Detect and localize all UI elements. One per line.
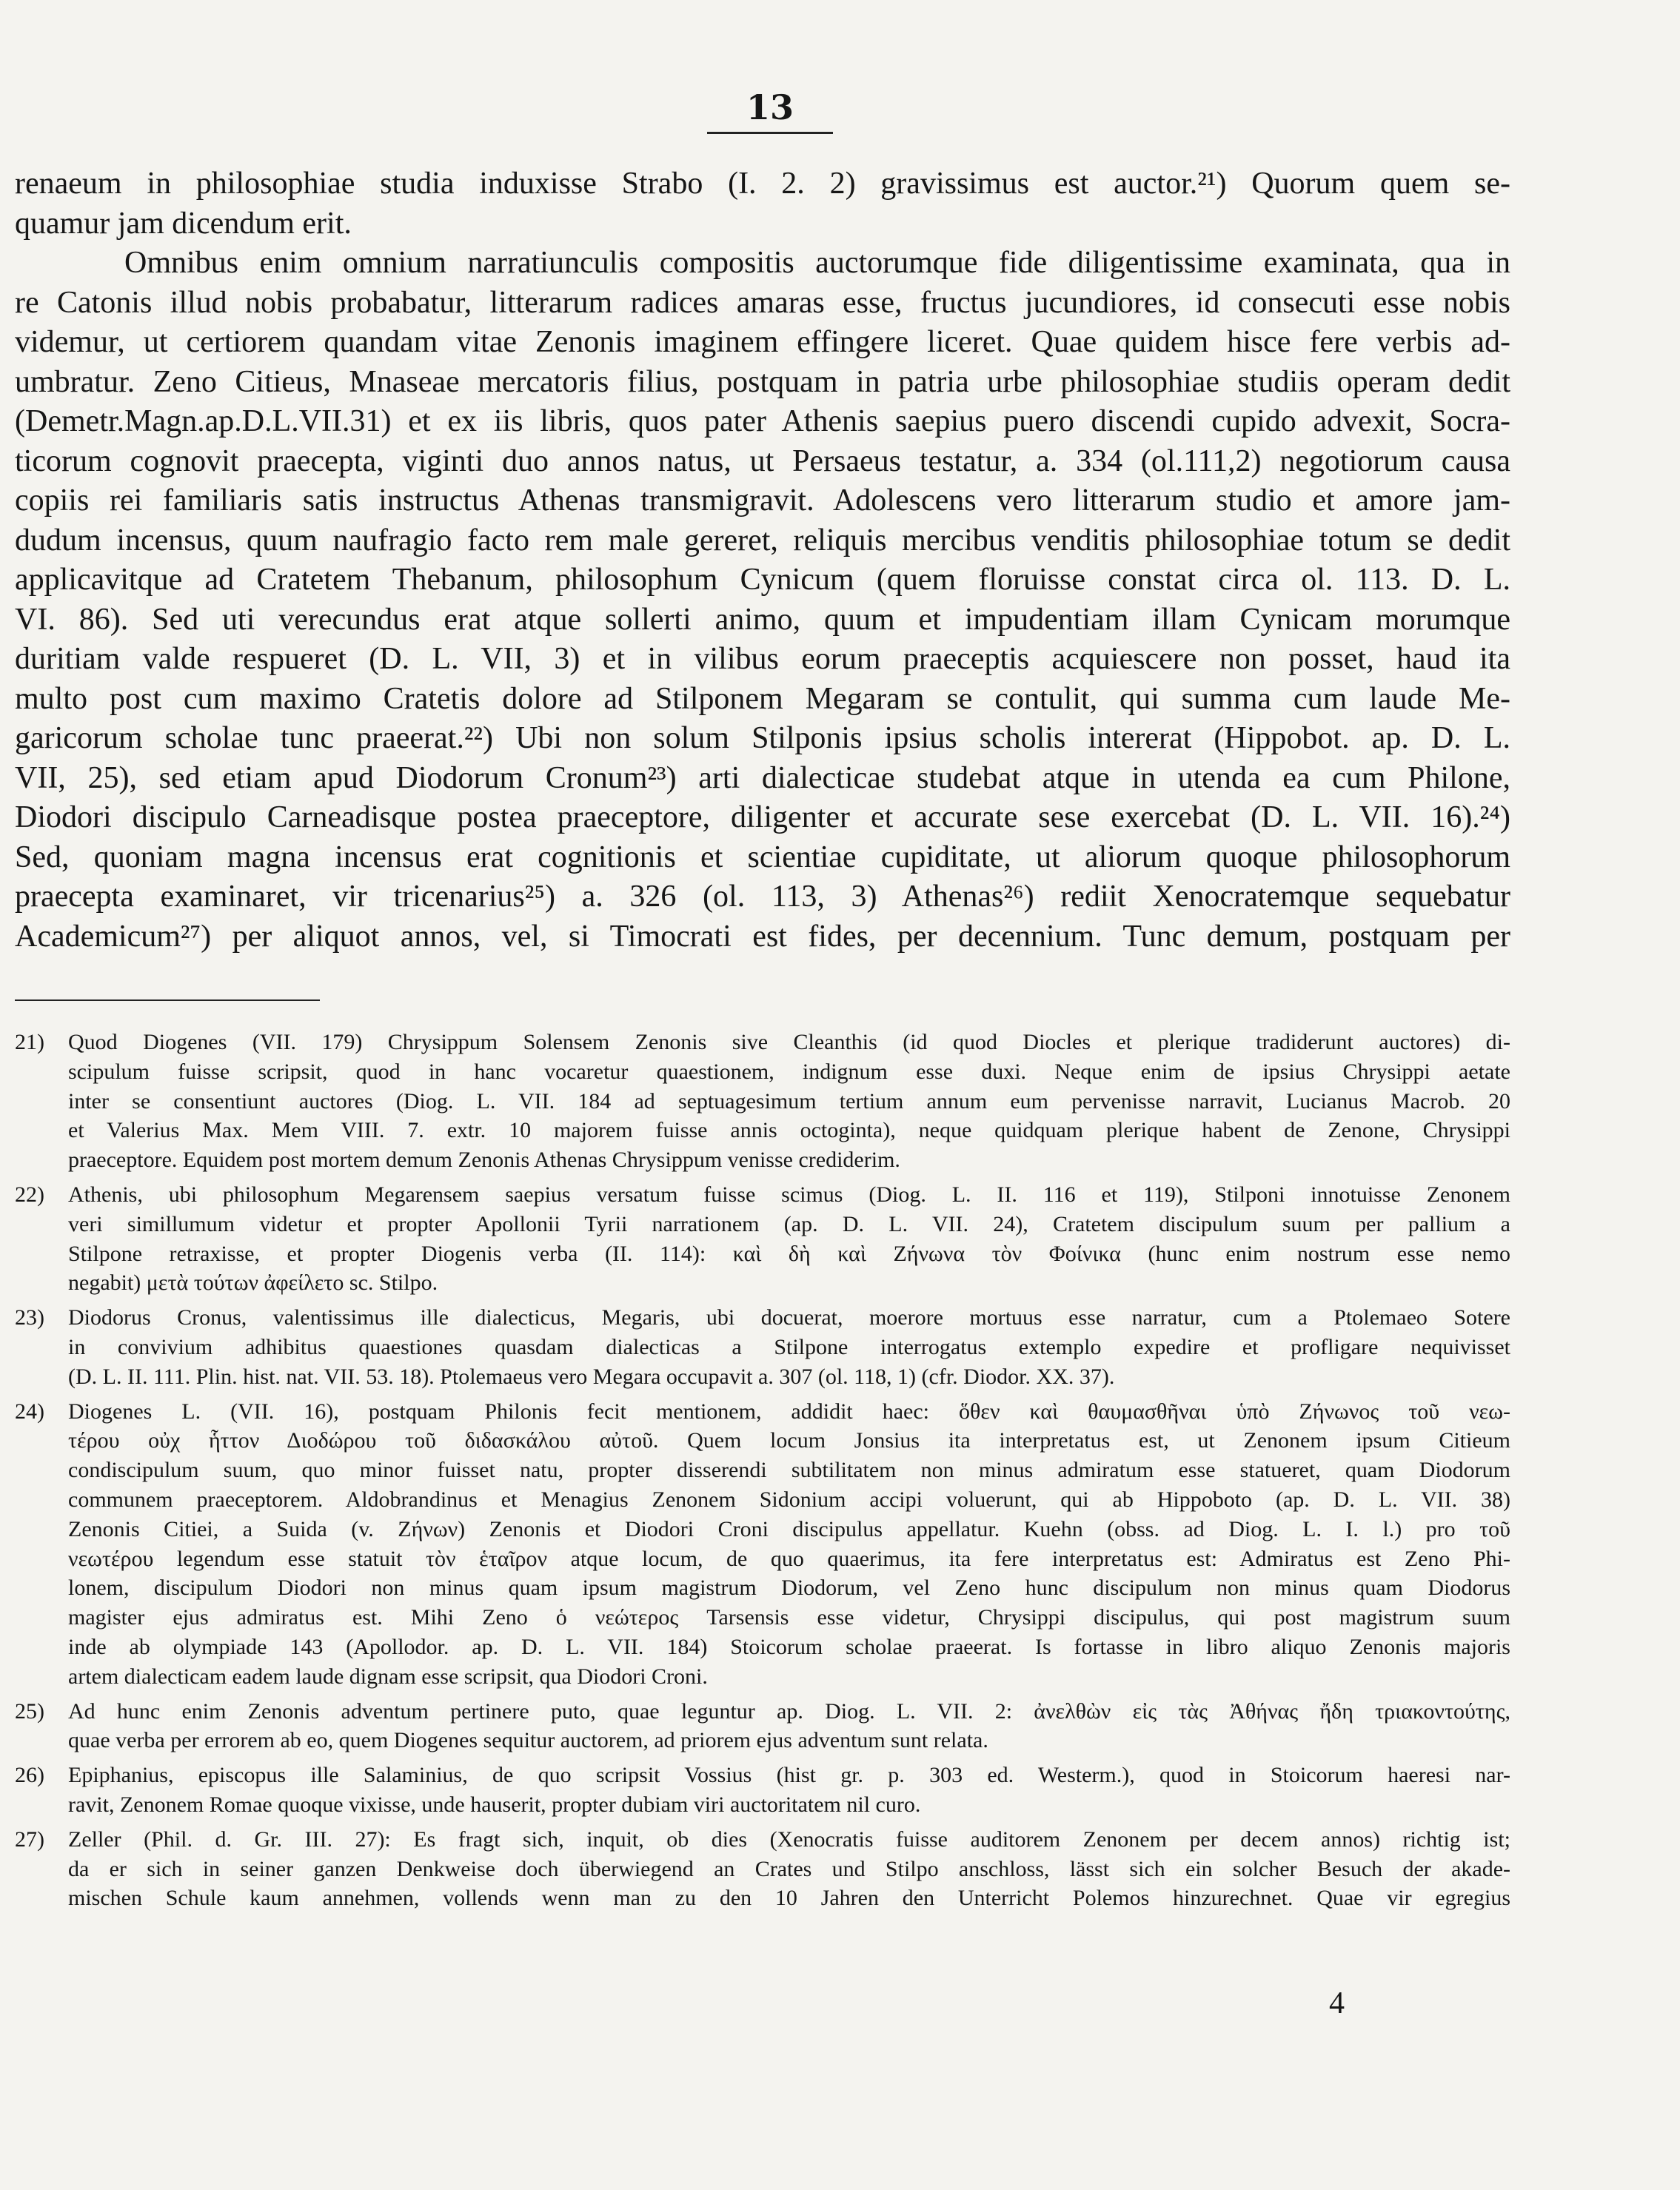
footnote [15, 1825, 1510, 1913]
footnote [15, 1697, 1510, 1756]
footnote-line: inter se consentiunt auctores (Diog. L. VII. 184 ad septuagesimum tertium annum eum pervenisse narravit, Lucianus Macrob. 20 [68, 1088, 1510, 1114]
main-text-line: VII, 25), sed etiam apud Diodorum Cronum²³) arti dialecticae studebat atque in utenda ea cum Philone, [15, 760, 1510, 795]
footnote-line: magister ejus admiratus est. Mihi Zeno ὁ νεώτερος Tarsensis esse videtur, Chrysippi discipulus, qui post magistrum suum [68, 1605, 1510, 1630]
footnote-line: Athenis, ubi philosophum Megarensem saepius versatum fuisse scimus (Diog. L. II. 116 et 119), Stilponi innotuisse Zenonem [68, 1182, 1510, 1207]
main-text [15, 164, 1510, 957]
main-text-line: multo post cum maximo Cratetis dolore ad Stilponem Megaram se contulit, qui summa cum laude Me- [15, 681, 1510, 716]
main-text-line: copiis rei familiaris satis instructus Athenas transmigravit. Adolescens vero litterarum studio et amore jam- [15, 483, 1510, 518]
main-text-line: Omnibus enim omnium narratiunculis compositis auctorumque fide diligentissime examinata, qua in [124, 246, 1510, 280]
footnote-number: 27) [15, 1826, 44, 1852]
main-text-line: VI. 86). Sed uti verecundus erat atque sollerti animo, quum et impudentiam illam Cynicam morumque [15, 602, 1510, 637]
footnote [15, 1028, 1510, 1175]
footnote-line: quae verba per errorem ab eo, quem Diogenes sequitur auctorem, ad priorem ejus adventum sunt relata. [68, 1728, 988, 1753]
main-text-line: garicorum scholae tunc praeerat.²²) Ubi non solum Stilponis ipsius scholis intererat (Hippobot. ap. D. L. [15, 721, 1510, 755]
main-text-line: Academicum²⁷) per aliquot annos, vel, si Timocrati est fides, per decennium. Tunc demum, postquam per [15, 919, 1510, 954]
main-text-line: Diodori discipulo Carneadisque postea praeceptore, diligenter et accurate sese exercebat (D. L. VII. 16).²⁴) [15, 800, 1510, 834]
footnote-body [68, 1180, 1510, 1298]
footnote-number: 21) [15, 1030, 44, 1054]
main-text-line: quamur jam dicendum erit. [15, 206, 352, 241]
footnote-line: lonem, discipulum Diodori non minus quam ipsum magistrum Diodorum, vel Zeno hunc discipulum non minus quam Diodorus [68, 1575, 1510, 1601]
footnote-body [68, 1761, 1510, 1820]
main-text-line: duritiam valde respueret (D. L. VII, 3) et in vilibus eorum praeceptis acquiescere non posset, haud ita [15, 642, 1510, 676]
footnote-number: 23) [15, 1305, 44, 1330]
footnote-body [68, 1697, 1510, 1756]
footnote-line: communem praeceptorem. Aldobrandinus et Menagius Zenonem Sidonium accipi voluerunt, qui ab Hippoboto (ap. D. L. VII. 38) [68, 1487, 1510, 1512]
footnote [15, 1303, 1510, 1391]
footnote-line: inde ab olympiade 143 (Apollodor. ap. D. L. VII. 184) Stoicorum scholae praeerat. Is fortasse in libro aliquo Zenonis majoris [68, 1634, 1510, 1659]
footnote-line: condiscipulum suum, quo minor fuisset natu, propter disserendi subtilitatem non minus admiratum esse statueret, quam Diodorum [68, 1458, 1510, 1483]
footnote-number: 25) [15, 1698, 44, 1724]
footnote-line: τέρου οὐχ ἧττον Διοδώρου τοῦ διδασκάλου αὐτοῦ. Quem locum Jonsius ita interpretatus est, ut Zenonem ipsum Citieum [68, 1428, 1510, 1453]
footnote-body [68, 1028, 1510, 1175]
footnote-line: artem dialecticam eadem laude dignam esse scripsit, qua Diodori Croni. [68, 1664, 708, 1689]
footnote-line: ravit, Zenonem Romae quoque vixisse, unde hauserit, propter dubiam viri auctoritatem nil curo. [68, 1792, 921, 1817]
footnote-line: Epiphanius, episcopus ille Salaminius, de quo scripsit Vossius (hist gr. p. 303 ed. Westerm.), quod in Stoicorum haeresi nar- [68, 1763, 1510, 1788]
footnote-line: da er sich in seiner ganzen Denkweise doch überwiegend an Crates und Stilpo anschloss, lässt sich ein solcher Besuch der akade- [68, 1856, 1510, 1881]
footnote-line: Zeller (Phil. d. Gr. III. 27): Es fragt sich, inquit, ob dies (Xenocratis fuisse auditorem Zenonem per decem annos) richtig ist; [68, 1826, 1510, 1852]
footnote-number: 24) [15, 1399, 44, 1424]
footnote-line: mischen Schule kaum annehmen, vollends wenn man zu den 10 Jahren den Unterricht Polemos hinzurechnet. Quae vir egregius [68, 1886, 1510, 1911]
footnote-line: et Valerius Max. Mem VIII. 7. extr. 10 majorem fuisse annis octoginta), neque quidquam plerique habent de Zenone, Chrysippi [68, 1118, 1510, 1143]
main-text-line: Sed, quoniam magna incensus erat cognitionis et scientiae cupiditate, ut aliorum quoque philosophorum [15, 840, 1510, 874]
main-text-line: praecepta examinaret, vir tricenarius²⁵) a. 326 (ol. 113, 3) Athenas²⁶) rediit Xenocratemque sequebatur [15, 880, 1510, 914]
main-text-line: renaeum in philosophiae studia induxisse Strabo (I. 2. 2) gravissimus est auctor.²¹) Quorum quem se- [15, 167, 1510, 201]
footnote [15, 1761, 1510, 1820]
footnote-line: veri simillumum videtur et propter Apollonii Tyrii narrationem (ap. D. L. VII. 24), Cratetem discipulum suum per pallium a [68, 1211, 1510, 1236]
main-text-line: (Demetr.Magn.ap.D.L.VII.31) et ex iis libris, quos pater Athenis saepius puero discendi cupido advexit, Socra- [15, 404, 1510, 438]
footnote-line: Stilpone retraxisse, et propter Diogenis verba (II. 114): καὶ δὴ καὶ Ζήνωνα τὸν Φοίνικα (hunc enim nostrum esse nemo [68, 1241, 1510, 1266]
footnote-line: Quod Diogenes (VII. 179) Chrysippum Solensem Zenonis sive Cleanthis (id quod Diocles et plerique tradiderunt auctores) di- [68, 1030, 1510, 1054]
main-text-line: videmur, ut certiorem quandam vitae Zenonis imaginem effingere liceret. Quae quidem hisce fere verbis ad- [15, 325, 1510, 359]
main-text-line: re Catonis illud nobis probabatur, litterarum radices amaras esse, fructus jucundiores, id consecuti esse nobis [15, 285, 1510, 320]
footnote-number: 26) [15, 1763, 44, 1788]
page-number-rule [707, 132, 833, 134]
footnote-line: negabit) μετὰ τούτων ἀφείλετο sc. Stilpo. [68, 1270, 438, 1296]
footnote-line: (D. L. II. 111. Plin. hist. nat. VII. 53. 18). Ptolemaeus vero Megara occupavit a. 307 (ol. 118, 1) (cfr. Diodor. XX. 37). [68, 1364, 1115, 1389]
signature-mark: 4 [1329, 1986, 1345, 2020]
footnote-line: Ad hunc enim Zenonis adventum pertinere puto, quae leguntur ap. Diog. L. VII. 2: ἀνελθὼν εἰς τὰς Ἀθήνας ἤδη τριακοντούτης, [68, 1698, 1510, 1724]
page-number: 13 [746, 87, 794, 127]
footnote-line: νεωτέρου legendum esse statuit τὸν ἑταῖρον atque locum, de quo quaerimus, ita fere interpretatus est: Admiratus est Zeno Phi- [68, 1546, 1510, 1571]
footnote-line: Diogenes L. (VII. 16), postquam Philonis fecit mentionem, addidit haec: ὅθεν καὶ θαυμασθῆναι ὑπὸ Ζήνωνος τοῦ νεω- [68, 1399, 1510, 1424]
footnote-line: Diodorus Cronus, valentissimus ille dialecticus, Megaris, ubi docuerat, moerore mortuus esse narratur, cum a Ptolemaeo Sotere [68, 1305, 1510, 1330]
footnote-line: scipulum fuisse scripsit, quod in hanc vocaretur quaestionem, indignum esse duxi. Neque enim de ipsius Chrysippi aetate [68, 1059, 1510, 1084]
footnote [15, 1180, 1510, 1298]
footnote-body [68, 1397, 1510, 1692]
footnote [15, 1397, 1510, 1692]
footnote-number: 22) [15, 1182, 44, 1207]
footnote-line: praeceptore. Equidem post mortem demum Zenonis Athenas Chrysippum venisse crediderim. [68, 1148, 900, 1173]
main-text-line: ticorum cognovit praecepta, viginti duo annos natus, ut Persaeus testatur, a. 334 (ol.111,2) negotiorum causa [15, 443, 1510, 478]
footnote-body [68, 1825, 1510, 1913]
footnote-body [68, 1303, 1510, 1391]
footnote-line: Zenonis Citiei, a Suida (v. Ζήνων) Zenonis et Diodori Croni discipulus appellatur. Kuehn (obss. ad Diog. L. I. l.) pro τοῦ [68, 1516, 1510, 1541]
main-text-line: applicavitque ad Cratetem Thebanum, philosophum Cynicum (quem floruisse constat circa ol. 113. D. L. [15, 563, 1510, 597]
main-text-line: dudum incensus, quum naufragio facto rem male gereret, reliquis mercibus venditis philosophiae totum se dedit [15, 523, 1510, 557]
footnote-separator [15, 999, 320, 1001]
main-text-line: umbratur. Zeno Citieus, Mnaseae mercatoris filius, postquam in patria urbe philosophiae studiis operam dedit [15, 364, 1510, 399]
footnote-line: in convivium adhibitus quaestiones quasdam dialecticas a Stilpone interrogatus extemplo expedire et profligare nequivisset [68, 1334, 1510, 1359]
footnotes [15, 1028, 1510, 1918]
